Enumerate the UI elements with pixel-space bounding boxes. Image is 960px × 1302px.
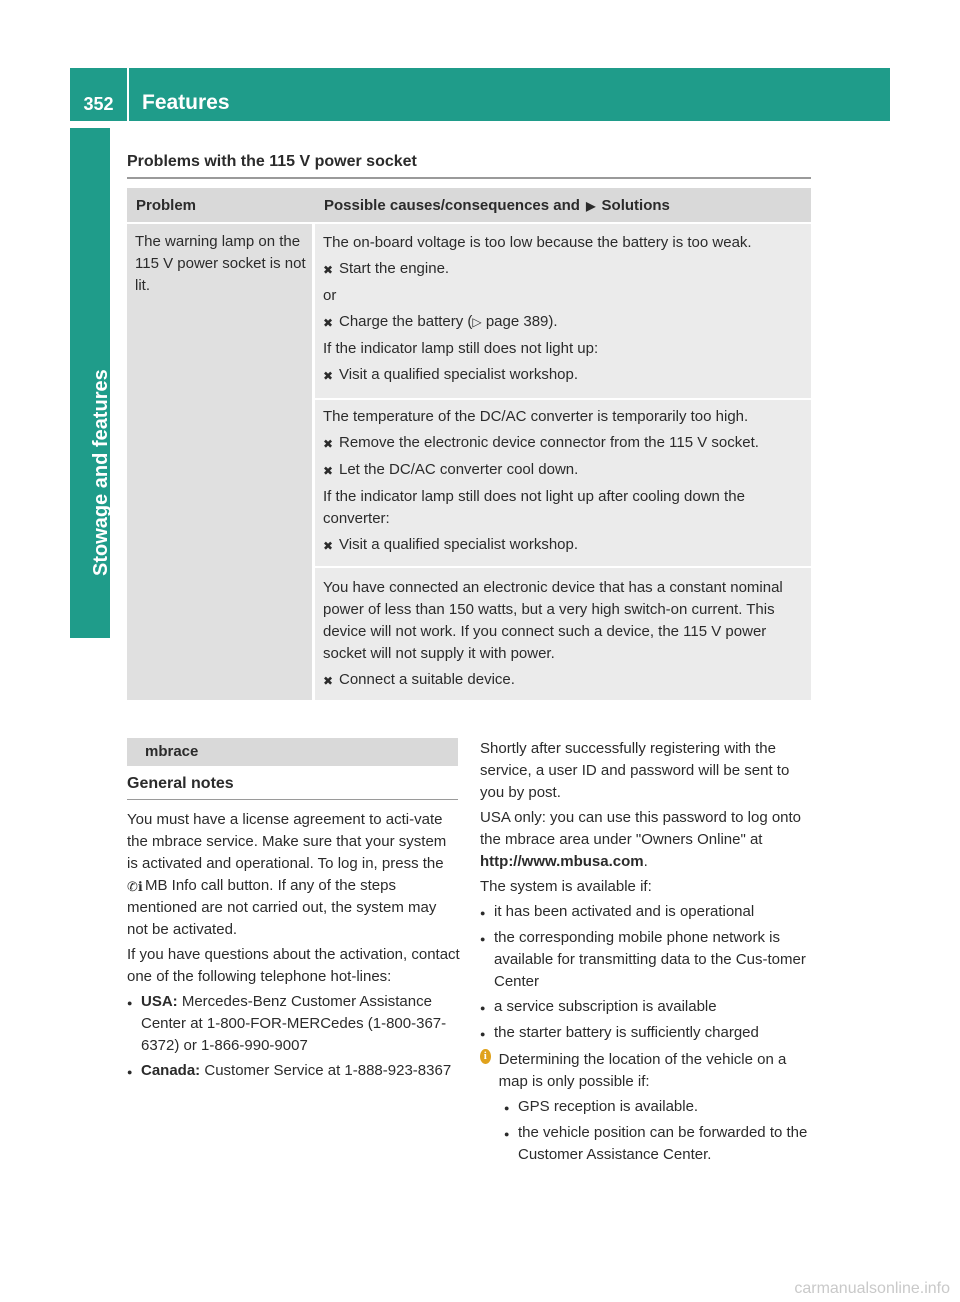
page-number: 352 [70,68,127,121]
table-header [127,188,811,222]
step-arrow-icon: ✖ [323,263,334,277]
step-text: Visit a qualified specialist workshop. [339,536,579,553]
side-tab-label: Stowage and features [90,369,112,576]
availability-bullet [480,901,813,924]
availability-intro: The system is available if: [480,878,652,895]
step-text: Connect a suitable device. [339,671,515,688]
cause-block-2 [315,400,811,566]
problem-text: The warning lamp on the 115 V power socket is not lit. [135,233,306,294]
step-arrow-icon: ✖ [323,674,334,688]
chapter-header: Features [129,68,890,121]
bullet-icon: ● [480,908,486,918]
bullet-icon: ● [480,1029,486,1039]
usa-label: USA: [141,993,178,1010]
license-paragraph [127,809,460,941]
availability-bullet [480,996,813,1019]
info-icon: i [480,1049,491,1064]
step-text: Visit a qualified specialist workshop. [339,366,579,383]
step-text: Let the DC/AC converter cool down. [339,461,579,478]
step-arrow-icon: ✖ [323,464,334,478]
arrow-right-icon: ▶ [586,199,596,213]
cause-intro: The temperature of the DC/AC converter is temporarily too high. [323,408,749,425]
problem-cell [127,224,312,700]
usa-text: Mercedes-Benz Customer Assistance Center at 1-800-FOR-MERCedes (1-800-367-6372) or 1-866-990-9007 [141,993,447,1054]
bullet-text: the corresponding mobile phone network is available for transmitting data to the Cus-tomer Center [494,929,806,990]
bullet-text: a service subscription is available [494,998,717,1015]
bullet-text: it has been activated and is operational [494,903,755,920]
step-arrow-icon: ✖ [323,437,334,451]
step-text: Start the engine. [339,260,450,277]
section-divider [127,177,811,179]
bullet-icon: ● [127,1067,133,1077]
or-text: or [323,287,337,304]
mbrace-heading: mbrace [145,743,199,760]
mbrace-heading-bar [127,738,458,766]
cause-block-3 [315,568,811,700]
password-text-end: . [643,853,648,870]
info-bullet-text: the vehicle position can be forwarded to the Customer Assistance Center. [518,1124,808,1163]
info-bullet [480,1122,813,1166]
phone-info-icon: ✆ℹ [127,879,143,894]
info-note [480,1049,813,1093]
cause-intro: The on-board voltage is too low because the battery is too weak. [323,234,752,251]
bullet-icon: ● [480,1003,486,1013]
hotline-paragraph: If you have questions about the activation, contact one of the following telephone hot-lines: [127,946,460,985]
availability-bullet [480,927,813,993]
hotline-usa [127,991,460,1057]
column-header-solutions-prefix: Possible causes/consequences and [324,197,580,214]
hotline-canada [127,1060,460,1083]
condition-text: If the indicator lamp still does not light up after cooling down the converter: [323,488,745,527]
section-title: Problems with the 115 V power socket [127,153,417,170]
column-header-solutions [324,197,670,214]
general-notes-title: General notes [127,775,234,792]
step-arrow-icon: ✖ [323,539,334,553]
bullet-text: the starter battery is sufficiently charged [494,1024,759,1041]
column-header-solutions-suffix: Solutions [601,197,670,214]
license-text-1: You must have a license agreement to acti-vate the mbrace service. Make sure that your system is activated and operational. To log in, press the [127,811,447,872]
watermark: carmanualsonline.info [794,1280,950,1297]
column-header-problem: Problem [136,197,197,214]
step-text: Charge the battery ( [339,313,473,330]
license-text-2: MB Info call button. If any of the steps mentioned are not carried out, the system may not be activated. [127,877,437,938]
mbrace-right-column [480,738,813,1169]
bullet-icon: ● [504,1103,510,1113]
step-arrow-icon: ✖ [323,316,334,330]
registration-paragraph: Shortly after successfully registering with the service, a user ID and password will be sent to you by post. [480,740,790,801]
password-paragraph [480,807,813,873]
availability-bullet [480,1022,813,1045]
info-text: Determining the location of the vehicle on a map is only possible if: [498,1051,787,1090]
page-ref-link[interactable]: page 389). [485,313,558,330]
canada-text: Customer Service at 1-888-923-8367 [204,1062,452,1079]
page-ref-icon: ▷ [472,315,482,329]
general-notes-divider [127,799,458,800]
cause-block-1 [315,224,811,398]
bullet-icon: ● [480,934,486,944]
condition-text: If the indicator lamp still does not light up: [323,340,599,357]
bullet-icon: ● [504,1129,510,1139]
bullet-icon: ● [127,998,133,1008]
step-text: Remove the electronic device connector from the 115 V socket. [339,434,759,451]
side-tab [70,128,110,638]
mbrace-left-column [127,809,460,1086]
step-arrow-icon: ✖ [323,369,334,383]
password-text: USA only: you can use this password to log onto the mbrace area under "Owners Online" at [480,809,802,848]
mbusa-link[interactable]: http://www.mbusa.com [480,853,644,870]
info-bullet-text: GPS reception is available. [518,1098,699,1115]
cause-intro: You have connected an electronic device that has a constant nominal power of less than 150 watts, but a very high switch-on current. This device will not work. If you connect such a device, the 115 V power socket will not supply it with power. [323,579,783,662]
info-bullet [480,1096,813,1119]
canada-label: Canada: [141,1062,201,1079]
